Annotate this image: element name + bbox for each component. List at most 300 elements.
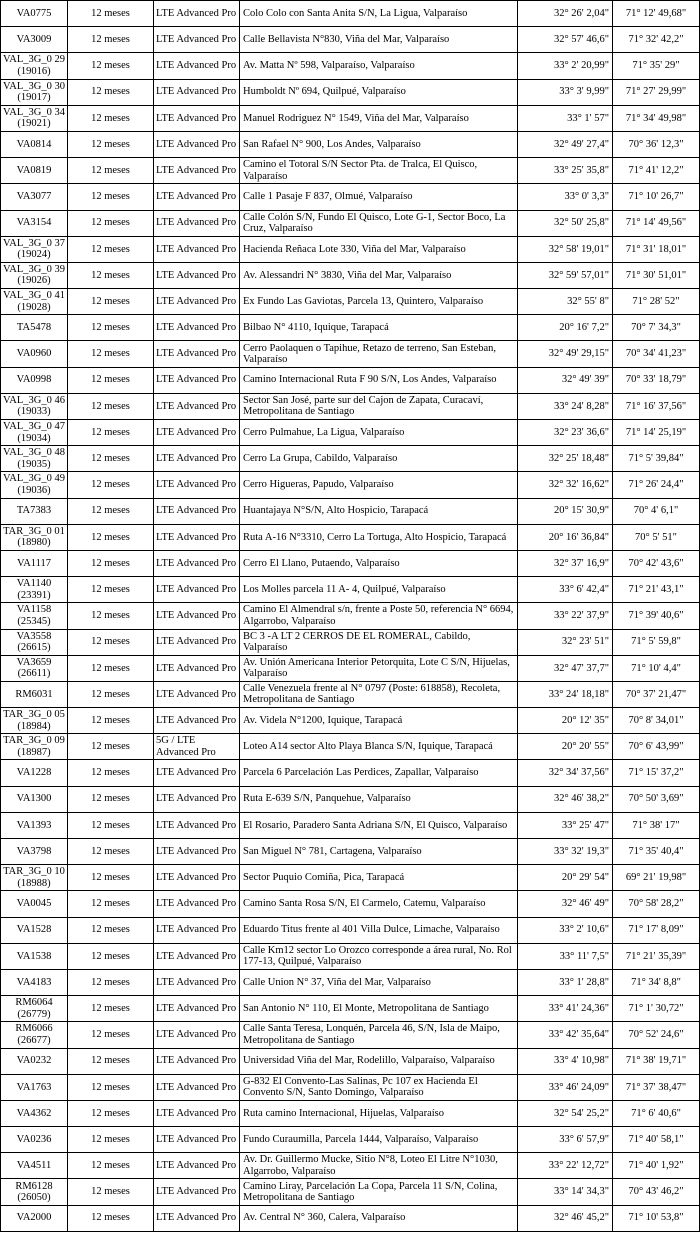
table-row: [1, 812, 700, 838]
cell-longitude: 71° 39' 40,6": [613, 603, 700, 629]
cell-latitude: 33° 32' 19,3": [518, 839, 613, 865]
cell-longitude: 71° 27' 29,99": [613, 79, 700, 105]
table-row: [1, 210, 700, 236]
cell-longitude: 71° 40' 1,92": [613, 1153, 700, 1179]
cell-address: Av. Videla N°1200, Iquique, Tarapacá: [240, 708, 518, 734]
cell-latitude: 33° 3' 9,99": [518, 79, 613, 105]
table-row: [1, 577, 700, 603]
cell-latitude: 33° 24' 18,18": [518, 681, 613, 707]
cell-technology: LTE Advanced Pro: [154, 708, 240, 734]
cell-duration: 12 meses: [68, 812, 154, 838]
cell-latitude: 20° 20' 55": [518, 734, 613, 760]
cell-address: Camino Liray, Parcelación La Copa, Parcela 11 S/N, Colina, Metropolitana de Santiago: [240, 1179, 518, 1205]
cell-latitude: 32° 47' 37,7": [518, 655, 613, 681]
cell-site-id: VA0045: [1, 891, 68, 917]
cell-site-id: VAL_3G_0 34 (19021): [1, 105, 68, 131]
table-row: [1, 681, 700, 707]
cell-latitude: 33° 2' 10,6": [518, 917, 613, 943]
cell-site-id: VA1763: [1, 1074, 68, 1100]
cell-duration: 12 meses: [68, 891, 154, 917]
cell-duration: 12 meses: [68, 446, 154, 472]
cell-duration: 12 meses: [68, 131, 154, 157]
cell-technology: LTE Advanced Pro: [154, 105, 240, 131]
cell-longitude: 70° 8' 34,01": [613, 708, 700, 734]
cell-technology: LTE Advanced Pro: [154, 315, 240, 341]
cell-latitude: 33° 1' 28,8": [518, 969, 613, 995]
cell-site-id: VA1538: [1, 943, 68, 969]
cell-site-id: VA4511: [1, 1153, 68, 1179]
cell-duration: 12 meses: [68, 472, 154, 498]
cell-address: Ruta A-16 N°3310, Cerro La Tortuga, Alto Hospicio, Tarapacá: [240, 524, 518, 550]
cell-latitude: 33° 22' 37,9": [518, 603, 613, 629]
cell-technology: LTE Advanced Pro: [154, 760, 240, 786]
cell-site-id: VA3798: [1, 839, 68, 865]
cell-latitude: 32° 46' 45,2": [518, 1205, 613, 1231]
cell-address: Fundo Curaumilla, Parcela 1444, Valparaíso, Valparaíso: [240, 1127, 518, 1153]
cell-site-id: RM6031: [1, 681, 68, 707]
cell-address: BC 3 -A LT 2 CERROS DE EL ROMERAL, Cabildo, Valparaíso: [240, 629, 518, 655]
cell-address: Calle Colón S/N, Fundo El Quisco, Lote G-1, Sector Boco, La Cruz, Valparaíso: [240, 210, 518, 236]
cell-latitude: 20° 12' 35": [518, 708, 613, 734]
table-row: [1, 393, 700, 419]
table-row: [1, 236, 700, 262]
cell-technology: LTE Advanced Pro: [154, 1179, 240, 1205]
cell-site-id: VA1528: [1, 917, 68, 943]
cell-duration: 12 meses: [68, 577, 154, 603]
cell-duration: 12 meses: [68, 1153, 154, 1179]
cell-duration: 12 meses: [68, 524, 154, 550]
table-row: [1, 550, 700, 576]
cell-site-id: VAL_3G_0 49 (19036): [1, 472, 68, 498]
cell-longitude: 70° 37' 21,47": [613, 681, 700, 707]
cell-duration: 12 meses: [68, 315, 154, 341]
cell-duration: 12 meses: [68, 708, 154, 734]
cell-address: Av. Central N° 360, Calera, Valparaíso: [240, 1205, 518, 1231]
cell-latitude: 33° 41' 24,36": [518, 996, 613, 1022]
cell-site-id: VA0236: [1, 1127, 68, 1153]
cell-longitude: 71° 5' 59,8": [613, 629, 700, 655]
cell-duration: 12 meses: [68, 1074, 154, 1100]
table-row: [1, 891, 700, 917]
table-row: [1, 27, 700, 53]
table-row: [1, 498, 700, 524]
cell-technology: LTE Advanced Pro: [154, 1205, 240, 1231]
table-row: [1, 341, 700, 367]
cell-technology: LTE Advanced Pro: [154, 1100, 240, 1126]
table-row: [1, 105, 700, 131]
cell-address: Cerro Pulmahue, La Ligua, Valparaíso: [240, 420, 518, 446]
cell-address: El Rosario, Paradero Santa Adriana S/N, El Quisco, Valparaíso: [240, 812, 518, 838]
cell-longitude: 71° 6' 40,6": [613, 1100, 700, 1126]
cell-duration: 12 meses: [68, 969, 154, 995]
sites-table-body: [1, 1, 700, 1232]
cell-technology: LTE Advanced Pro: [154, 262, 240, 288]
cell-address: Camino Santa Rosa S/N, El Carmelo, Catemu, Valparaíso: [240, 891, 518, 917]
cell-technology: LTE Advanced Pro: [154, 917, 240, 943]
cell-latitude: 32° 23' 51": [518, 629, 613, 655]
cell-longitude: 71° 1' 30,72": [613, 996, 700, 1022]
cell-technology: LTE Advanced Pro: [154, 27, 240, 53]
cell-latitude: 32° 59' 57,01": [518, 262, 613, 288]
cell-latitude: 32° 34' 37,56": [518, 760, 613, 786]
cell-site-id: VAL_3G_0 30 (19017): [1, 79, 68, 105]
cell-duration: 12 meses: [68, 1022, 154, 1048]
table-row: [1, 708, 700, 734]
cell-site-id: RM6064 (26779): [1, 996, 68, 1022]
cell-latitude: 20° 16' 7,2": [518, 315, 613, 341]
cell-duration: 12 meses: [68, 760, 154, 786]
cell-latitude: 33° 6' 42,4": [518, 577, 613, 603]
cell-site-id: VA0960: [1, 341, 68, 367]
table-row: [1, 603, 700, 629]
cell-site-id: VA0232: [1, 1048, 68, 1074]
cell-site-id: VA0814: [1, 131, 68, 157]
cell-latitude: 32° 49' 27,4": [518, 131, 613, 157]
cell-latitude: 32° 50' 25,8": [518, 210, 613, 236]
cell-technology: LTE Advanced Pro: [154, 603, 240, 629]
cell-latitude: 33° 24' 8,28": [518, 393, 613, 419]
table-row: [1, 131, 700, 157]
cell-duration: 12 meses: [68, 289, 154, 315]
cell-site-id: VA4362: [1, 1100, 68, 1126]
cell-technology: LTE Advanced Pro: [154, 1048, 240, 1074]
cell-address: Av. Alessandri N° 3830, Viña del Mar, Valparaíso: [240, 262, 518, 288]
cell-longitude: 71° 38' 17": [613, 812, 700, 838]
cell-site-id: RM6066 (26677): [1, 1022, 68, 1048]
cell-address: Bilbao N° 4110, Iquique, Tarapacá: [240, 315, 518, 341]
cell-duration: 12 meses: [68, 943, 154, 969]
cell-technology: LTE Advanced Pro: [154, 367, 240, 393]
table-row: [1, 524, 700, 550]
table-row: [1, 760, 700, 786]
cell-longitude: 71° 31' 18,01": [613, 236, 700, 262]
cell-longitude: 70° 42' 43,6": [613, 550, 700, 576]
cell-site-id: TA7383: [1, 498, 68, 524]
cell-longitude: 71° 28' 52": [613, 289, 700, 315]
cell-latitude: 33° 42' 35,64": [518, 1022, 613, 1048]
cell-address: Hacienda Reñaca Lote 330, Viña del Mar, Valparaíso: [240, 236, 518, 262]
cell-address: San Antonio N° 110, El Monte, Metropolitana de Santiago: [240, 996, 518, 1022]
cell-technology: LTE Advanced Pro: [154, 943, 240, 969]
cell-site-id: VA3558 (26615): [1, 629, 68, 655]
table-row: [1, 184, 700, 210]
cell-latitude: 32° 46' 38,2": [518, 786, 613, 812]
cell-longitude: 70° 33' 18,79": [613, 367, 700, 393]
cell-longitude: 71° 41' 12,2": [613, 158, 700, 184]
cell-longitude: 71° 15' 37,2": [613, 760, 700, 786]
cell-longitude: 70° 7' 34,3": [613, 315, 700, 341]
table-row: [1, 969, 700, 995]
cell-duration: 12 meses: [68, 629, 154, 655]
cell-latitude: 33° 22' 12,72": [518, 1153, 613, 1179]
cell-longitude: 70° 5' 51": [613, 524, 700, 550]
cell-longitude: 70° 50' 3,69": [613, 786, 700, 812]
cell-site-id: VA1228: [1, 760, 68, 786]
table-row: [1, 53, 700, 79]
cell-duration: 12 meses: [68, 917, 154, 943]
cell-site-id: VAL_3G_0 48 (19035): [1, 446, 68, 472]
table-row: [1, 1074, 700, 1100]
cell-technology: LTE Advanced Pro: [154, 865, 240, 891]
cell-duration: 12 meses: [68, 53, 154, 79]
cell-address: Cerro Higueras, Papudo, Valparaíso: [240, 472, 518, 498]
cell-latitude: 32° 32' 16,62": [518, 472, 613, 498]
cell-technology: LTE Advanced Pro: [154, 498, 240, 524]
cell-technology: LTE Advanced Pro: [154, 236, 240, 262]
cell-longitude: 70° 43' 46,2": [613, 1179, 700, 1205]
cell-site-id: VA4183: [1, 969, 68, 995]
table-row: [1, 1179, 700, 1205]
cell-site-id: VA3154: [1, 210, 68, 236]
table-row: [1, 1022, 700, 1048]
cell-address: Calle Venezuela frente al N° 0797 (Poste: 618858), Recoleta, Metropolitana de Santiago: [240, 681, 518, 707]
cell-latitude: 32° 26' 2,04": [518, 1, 613, 27]
cell-latitude: 33° 11' 7,5": [518, 943, 613, 969]
cell-technology: LTE Advanced Pro: [154, 184, 240, 210]
cell-technology: LTE Advanced Pro: [154, 79, 240, 105]
cell-site-id: VA1393: [1, 812, 68, 838]
cell-address: San Miguel N° 781, Cartagena, Valparaíso: [240, 839, 518, 865]
table-row: [1, 734, 700, 760]
cell-latitude: 33° 1' 57": [518, 105, 613, 131]
cell-address: Calle Bellavista N°830, Viña del Mar, Valparaíso: [240, 27, 518, 53]
cell-longitude: 70° 36' 12,3": [613, 131, 700, 157]
cell-address: Huantajaya N°S/N, Alto Hospicio, Tarapacá: [240, 498, 518, 524]
cell-latitude: 20° 16' 36,84": [518, 524, 613, 550]
cell-technology: LTE Advanced Pro: [154, 969, 240, 995]
cell-duration: 12 meses: [68, 1, 154, 27]
table-row: [1, 943, 700, 969]
cell-address: Ruta camino Internacional, Hijuelas, Valparaíso: [240, 1100, 518, 1126]
cell-site-id: VA0819: [1, 158, 68, 184]
cell-longitude: 71° 30' 51,01": [613, 262, 700, 288]
cell-site-id: VA1140 (23391): [1, 577, 68, 603]
cell-duration: 12 meses: [68, 603, 154, 629]
cell-site-id: VA1158 (25345): [1, 603, 68, 629]
cell-latitude: 33° 2' 20,99": [518, 53, 613, 79]
cell-address: Sector San José, parte sur del Cajon de Zapata, Curacaví, Metropolitana de Santiago: [240, 393, 518, 419]
cell-site-id: VAL_3G_0 46 (19033): [1, 393, 68, 419]
cell-address: Loteo A14 sector Alto Playa Blanca S/N, Iquique, Tarapacá: [240, 734, 518, 760]
cell-site-id: VAL_3G_0 29 (19016): [1, 53, 68, 79]
cell-duration: 12 meses: [68, 655, 154, 681]
cell-technology: LTE Advanced Pro: [154, 577, 240, 603]
cell-duration: 12 meses: [68, 210, 154, 236]
cell-site-id: VA3077: [1, 184, 68, 210]
cell-longitude: 70° 4' 6,1": [613, 498, 700, 524]
cell-latitude: 33° 0' 3,3": [518, 184, 613, 210]
table-row: [1, 472, 700, 498]
cell-duration: 12 meses: [68, 550, 154, 576]
cell-address: Sector Puquio Comiña, Pica, Tarapacá: [240, 865, 518, 891]
cell-address: Calle Km12 sector Lo Orozco corresponde a área rural, No. Rol 177-13, Quilpué, Valparaíso: [240, 943, 518, 969]
cell-technology: LTE Advanced Pro: [154, 655, 240, 681]
cell-longitude: 71° 35' 29": [613, 53, 700, 79]
cell-technology: LTE Advanced Pro: [154, 681, 240, 707]
cell-duration: 12 meses: [68, 105, 154, 131]
cell-longitude: 71° 32' 42,2": [613, 27, 700, 53]
cell-latitude: 32° 55' 8": [518, 289, 613, 315]
cell-technology: LTE Advanced Pro: [154, 550, 240, 576]
cell-longitude: 71° 26' 24,4": [613, 472, 700, 498]
cell-longitude: 71° 17' 8,09": [613, 917, 700, 943]
cell-site-id: TAR_3G_0 05 (18984): [1, 708, 68, 734]
cell-duration: 12 meses: [68, 865, 154, 891]
cell-technology: LTE Advanced Pro: [154, 341, 240, 367]
cell-latitude: 32° 58' 19,01": [518, 236, 613, 262]
cell-latitude: 32° 54' 25,2": [518, 1100, 613, 1126]
cell-longitude: 71° 10' 53,8": [613, 1205, 700, 1231]
cell-technology: LTE Advanced Pro: [154, 1074, 240, 1100]
cell-latitude: 33° 46' 24,09": [518, 1074, 613, 1100]
cell-latitude: 33° 25' 35,8": [518, 158, 613, 184]
table-row: [1, 1127, 700, 1153]
cell-site-id: VA1117: [1, 550, 68, 576]
cell-address: Calle Union N° 37, Viña del Mar, Valparaíso: [240, 969, 518, 995]
cell-technology: LTE Advanced Pro: [154, 891, 240, 917]
cell-duration: 12 meses: [68, 367, 154, 393]
cell-latitude: 32° 46' 49": [518, 891, 613, 917]
cell-longitude: 69° 21' 19,98": [613, 865, 700, 891]
cell-latitude: 32° 49' 29,15": [518, 341, 613, 367]
cell-site-id: VA2000: [1, 1205, 68, 1231]
cell-longitude: 71° 37' 38,47": [613, 1074, 700, 1100]
cell-duration: 12 meses: [68, 262, 154, 288]
cell-technology: LTE Advanced Pro: [154, 210, 240, 236]
cell-address: Cerro El Llano, Putaendo, Valparaíso: [240, 550, 518, 576]
cell-longitude: 71° 10' 26,7": [613, 184, 700, 210]
cell-longitude: 71° 10' 4,4": [613, 655, 700, 681]
cell-technology: LTE Advanced Pro: [154, 629, 240, 655]
cell-address: Cerro Paolaquen o Tapihue, Retazo de terreno, San Esteban, Valparaíso: [240, 341, 518, 367]
cell-longitude: 71° 38' 19,71": [613, 1048, 700, 1074]
table-row: [1, 446, 700, 472]
table-row: [1, 315, 700, 341]
cell-site-id: VAL_3G_0 39 (19026): [1, 262, 68, 288]
cell-address: Av. Matta Nº 598, Valparaíso, Valparaíso: [240, 53, 518, 79]
cell-duration: 12 meses: [68, 184, 154, 210]
table-row: [1, 786, 700, 812]
table-row: [1, 79, 700, 105]
table-row: [1, 289, 700, 315]
cell-latitude: 33° 4' 10,98": [518, 1048, 613, 1074]
cell-duration: 12 meses: [68, 1100, 154, 1126]
cell-site-id: TAR_3G_0 01 (18980): [1, 524, 68, 550]
table-row: [1, 655, 700, 681]
cell-site-id: TA5478: [1, 315, 68, 341]
cell-longitude: 71° 14' 49,56": [613, 210, 700, 236]
cell-site-id: VAL_3G_0 47 (19034): [1, 420, 68, 446]
cell-duration: 12 meses: [68, 1127, 154, 1153]
table-row: [1, 839, 700, 865]
cell-latitude: 32° 25' 18,48": [518, 446, 613, 472]
cell-duration: 12 meses: [68, 1205, 154, 1231]
cell-site-id: VAL_3G_0 41 (19028): [1, 289, 68, 315]
cell-address: Colo Colo con Santa Anita S/N, La Ligua, Valparaíso: [240, 1, 518, 27]
table-row: [1, 420, 700, 446]
table-row: [1, 1, 700, 27]
cell-duration: 12 meses: [68, 27, 154, 53]
cell-longitude: 71° 40' 58,1": [613, 1127, 700, 1153]
cell-address: Humboldt Nº 694, Quilpué, Valparaíso: [240, 79, 518, 105]
cell-technology: LTE Advanced Pro: [154, 472, 240, 498]
cell-longitude: 71° 35' 40,4": [613, 839, 700, 865]
table-row: [1, 367, 700, 393]
cell-duration: 12 meses: [68, 158, 154, 184]
cell-address: Ex Fundo Las Gaviotas, Parcela 13, Quintero, Valparaíso: [240, 289, 518, 315]
table-row: [1, 996, 700, 1022]
cell-address: Camino el Totoral S/N Sector Pta. de Tralca, El Quisco, Valparaíso: [240, 158, 518, 184]
table-row: [1, 865, 700, 891]
cell-longitude: 71° 21' 43,1": [613, 577, 700, 603]
cell-duration: 12 meses: [68, 1179, 154, 1205]
cell-duration: 12 meses: [68, 393, 154, 419]
cell-latitude: 20° 29' 54": [518, 865, 613, 891]
cell-duration: 12 meses: [68, 1048, 154, 1074]
cell-longitude: 71° 5' 39,84": [613, 446, 700, 472]
cell-technology: LTE Advanced Pro: [154, 446, 240, 472]
cell-address: Av. Dr. Guillermo Mucke, Sitio N°8, Loteo El Litre N°1030, Algarrobo, Valparaíso: [240, 1153, 518, 1179]
cell-duration: 12 meses: [68, 79, 154, 105]
cell-site-id: VA3659 (26611): [1, 655, 68, 681]
table-row: [1, 158, 700, 184]
table-row: [1, 1048, 700, 1074]
table-row: [1, 262, 700, 288]
cell-duration: 12 meses: [68, 996, 154, 1022]
table-row: [1, 1153, 700, 1179]
cell-address: Universidad Viña del Mar, Rodelillo, Valparaíso, Valparaíso: [240, 1048, 518, 1074]
cell-latitude: 32° 57' 46,6": [518, 27, 613, 53]
cell-site-id: VA1300: [1, 786, 68, 812]
cell-longitude: 71° 34' 49,98": [613, 105, 700, 131]
table-row: [1, 629, 700, 655]
cell-technology: LTE Advanced Pro: [154, 1153, 240, 1179]
cell-address: Camino Internacional Ruta F 90 S/N, Los Andes, Valparaíso: [240, 367, 518, 393]
cell-address: Ruta E-639 S/N, Panquehue, Valparaíso: [240, 786, 518, 812]
cell-technology: LTE Advanced Pro: [154, 53, 240, 79]
cell-technology: LTE Advanced Pro: [154, 131, 240, 157]
cell-latitude: 33° 25' 47": [518, 812, 613, 838]
cell-address: Parcela 6 Parcelación Las Perdices, Zapallar, Valparaíso: [240, 760, 518, 786]
cell-latitude: 33° 6' 57,9": [518, 1127, 613, 1153]
cell-site-id: TAR_3G_0 10 (18988): [1, 865, 68, 891]
cell-address: Manuel Rodriguez N° 1549, Viña del Mar, Valparaíso: [240, 105, 518, 131]
cell-address: Calle Santa Teresa, Lonquén, Parcela 46, S/N, Isla de Maipo, Metropolitana de Santiago: [240, 1022, 518, 1048]
cell-technology: LTE Advanced Pro: [154, 1127, 240, 1153]
cell-duration: 12 meses: [68, 681, 154, 707]
cell-longitude: 70° 52' 24,6": [613, 1022, 700, 1048]
cell-latitude: 33° 14' 34,3": [518, 1179, 613, 1205]
cell-site-id: RM6128 (26050): [1, 1179, 68, 1205]
cell-technology: LTE Advanced Pro: [154, 812, 240, 838]
cell-longitude: 71° 21' 35,39": [613, 943, 700, 969]
cell-address: Calle 1 Pasaje F 837, Olmué, Valparaíso: [240, 184, 518, 210]
cell-longitude: 70° 58' 28,2": [613, 891, 700, 917]
cell-longitude: 70° 6' 43,99": [613, 734, 700, 760]
cell-duration: 12 meses: [68, 734, 154, 760]
cell-longitude: 71° 14' 25,19": [613, 420, 700, 446]
cell-site-id: VA0775: [1, 1, 68, 27]
cell-address: G-832 El Convento-Las Salinas, Pc 107 ex Hacienda El Convento S/N, Santo Domingo, Valparaíso: [240, 1074, 518, 1100]
cell-address: Camino El Almendral s/n, frente a Poste 50, referencia N° 6694, Algarrobo, Valparaíso: [240, 603, 518, 629]
cell-technology: LTE Advanced Pro: [154, 786, 240, 812]
cell-site-id: VA0998: [1, 367, 68, 393]
cell-technology: LTE Advanced Pro: [154, 839, 240, 865]
cell-address: San Rafael N° 900, Los Andes, Valparaíso: [240, 131, 518, 157]
table-row: [1, 917, 700, 943]
cell-latitude: 32° 37' 16,9": [518, 550, 613, 576]
cell-latitude: 32° 49' 39": [518, 367, 613, 393]
